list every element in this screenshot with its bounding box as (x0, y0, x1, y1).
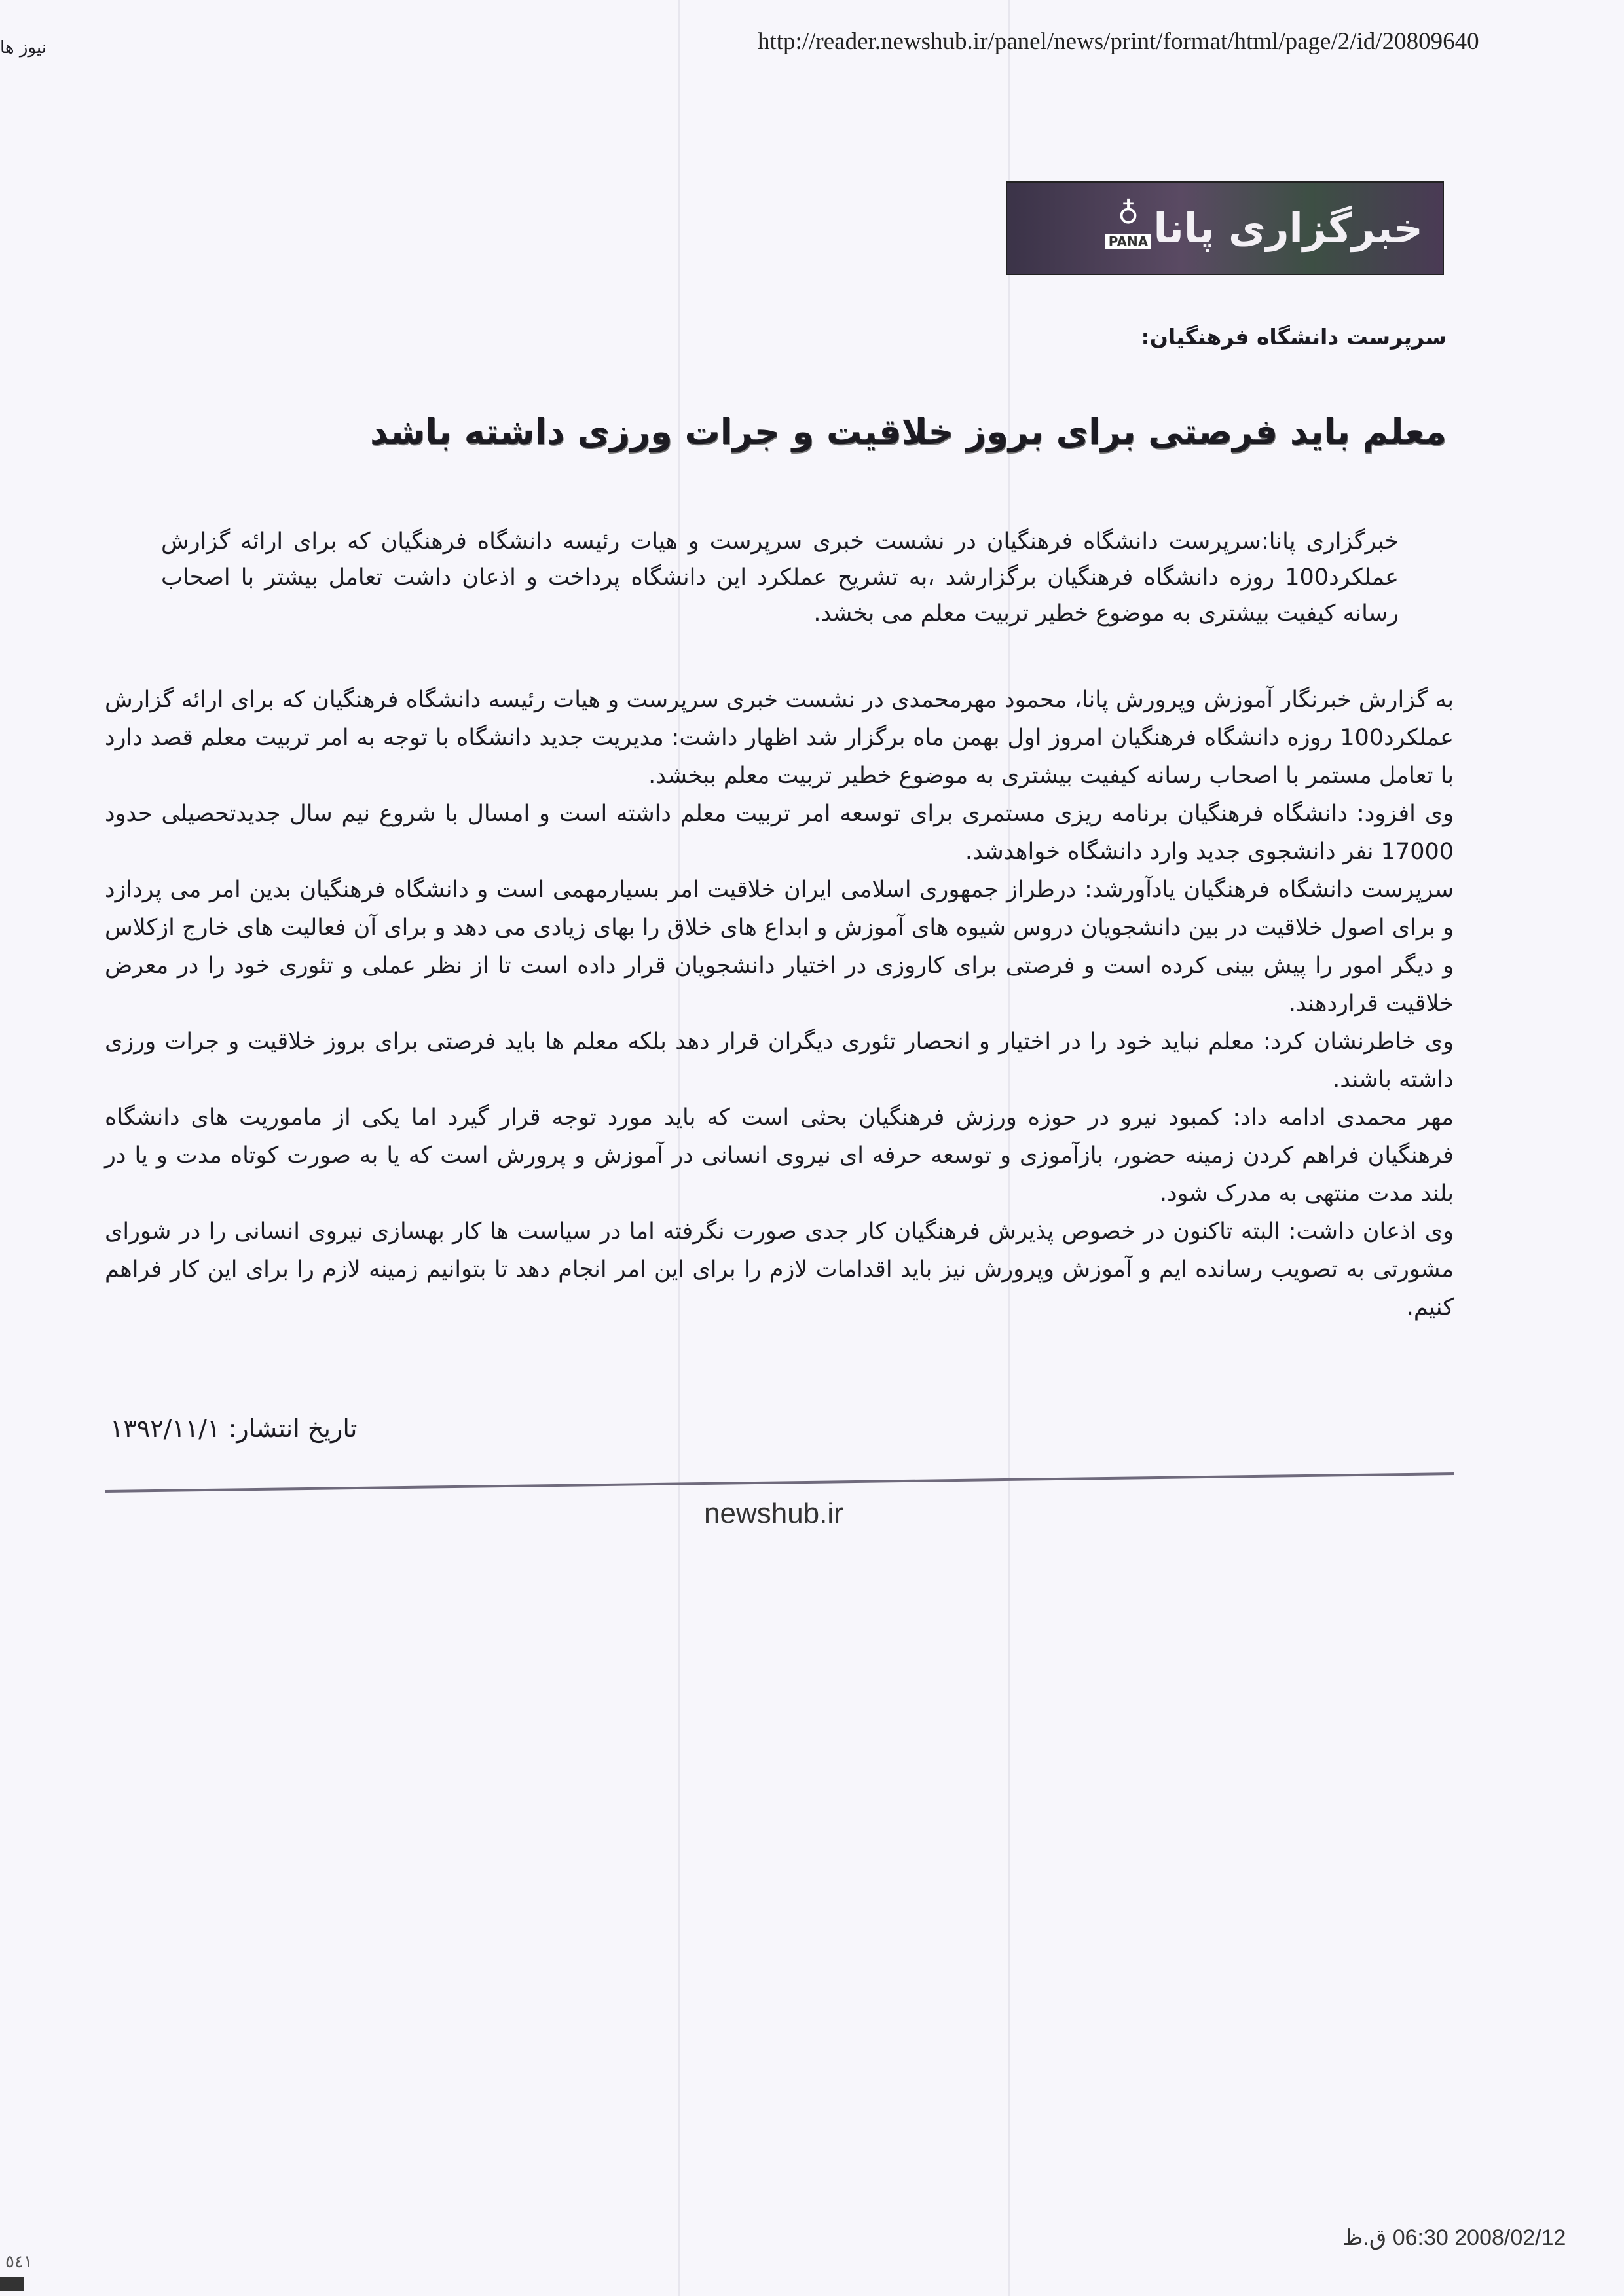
page-url: http://reader.newshub.ir/panel/news/print/format/html/page/2/id/20809640 (758, 28, 1479, 55)
corner-logo-icon (0, 2277, 24, 2291)
publish-date: تاریخ انتشار: ١٣٩٢/١١/١ (110, 1414, 358, 1443)
paragraph: وی اذعان داشت: البته تاکنون در خصوص پذیرش فرهنگیان کار جدی صورت نگرفته اما در سیاست ها کار بهسازی نیروی انسانی را در شورای مشورتی به تصویب رسانده ایم و آموزش وپرورش نیز باید اقدامات لازم را برای این امر انجام دهد تا بتوانیم زمینه لازم را برای این کار فراهم کنیم. (105, 1218, 1454, 1321)
pana-logo (1006, 181, 1444, 275)
article-headline: معلم باید فرصتی برای بروز خلاقیت و جرات ورزی داشته باشد (369, 411, 1447, 452)
paragraph: مهر محمدی ادامه داد: کمبود نیرو در حوزه ورزش فرهنگیان بحثی است که باید مورد توجه قرار گیرد اما یکی از ماموریت های دانشگاه فرهنگیان فراهم کردن زمینه حضور، بازآموزی و توسعه حرفه ای نیروی انسانی در آموزش و پرورش است که یا به صورت کوتاه مدت و یا در بلند مدت منتهی به مدرک شود. (105, 1104, 1454, 1207)
article-lead: خبرگزاری پانا:سرپرست دانشگاه فرهنگیان در نشست خبری سرپرست و هیات رئیسه دانشگاه فرهنگیان که برای ارائه گزارش عملکرد100 روزه دانشگاه فرهنگیان برگزارشد ،به تشریح عملکرد این دانشگاه پرداخت و اذعان داشت تعامل بیشتر با اصحاب رسانه کیفیت بیشتری به موضوع خطیر تربیت معلم می بخشد. (161, 528, 1399, 627)
paragraph: به گزارش خبرنگار آموزش وپرورش پانا، محمود مهرمحمدی در نشست خبری سرپرست و هیات رئیسه دانشگاه فرهنگیان که برای ارائه گزارش عملکرد100 روزه دانشگاه فرهنگیان امروز اول بهمن ماه برگزار شد اظهار داشت: مدیریت جدید دانشگاه با توجه به امر تربیت معلم قصد دارد با تعامل مستمر با اصحاب رسانه کیفیت بیشتری به موضوع خطیر تربیت معلم ببخشد. (105, 687, 1454, 789)
divider (105, 1472, 1454, 1493)
page-number: ٥٤١ (5, 2252, 33, 2272)
paragraph: وی خاطرنشان کرد: معلم نباید خود را در اختیار و انحصار تئوری دیگران قرار دهد بلکه معلم ها باید فرصتی برای بروز خلاقیت و جرات ورزی داشته باشند. (105, 1029, 1454, 1093)
paragraph: وی افزود: دانشگاه فرهنگیان برنامه ریزی مستمری برای توسعه امر تربیت معلم داشته است و امسال با شروع نیم سال جدیدتحصیلی حدود 17000 نفر دانشجوی جدید وارد دانشگاه خواهدشد. (105, 801, 1454, 865)
paragraph: سرپرست دانشگاه فرهنگیان یادآورشد: درطراز جمهوری اسلامی ایران خلاقیت امر بسیارمهمی است و دانشگاه فرهنگیان بدین امر می پردازد و برای اصول خلاقیت در بین دانشجویان دروس شیوه های آموزش و ابداع های خلاق را بهای زیادی می دهد و برای آن فعالیت های خارج ازکلاس و دیگر امور را پیش بینی کرده است و فرصتی برای کاروزی در اختیار دانشجویان قرار داده است تا از نظر عملی و تئوری خود را در معرض خلاقیت قراردهند. (105, 877, 1454, 1017)
article-kicker: سرپرست دانشگاه فرهنگیان: (1141, 324, 1447, 350)
print-timestamp: 2008/02/12 06:30 ق.ظ (1342, 2225, 1566, 2250)
logo-text: خبرگزاری پانا (1153, 204, 1423, 252)
site-name: newshub.ir (704, 1497, 843, 1529)
article-body (105, 681, 1454, 1326)
pana-emblem-icon: ♁ PANA (1105, 194, 1151, 265)
side-label: نیوز ها (0, 38, 46, 58)
